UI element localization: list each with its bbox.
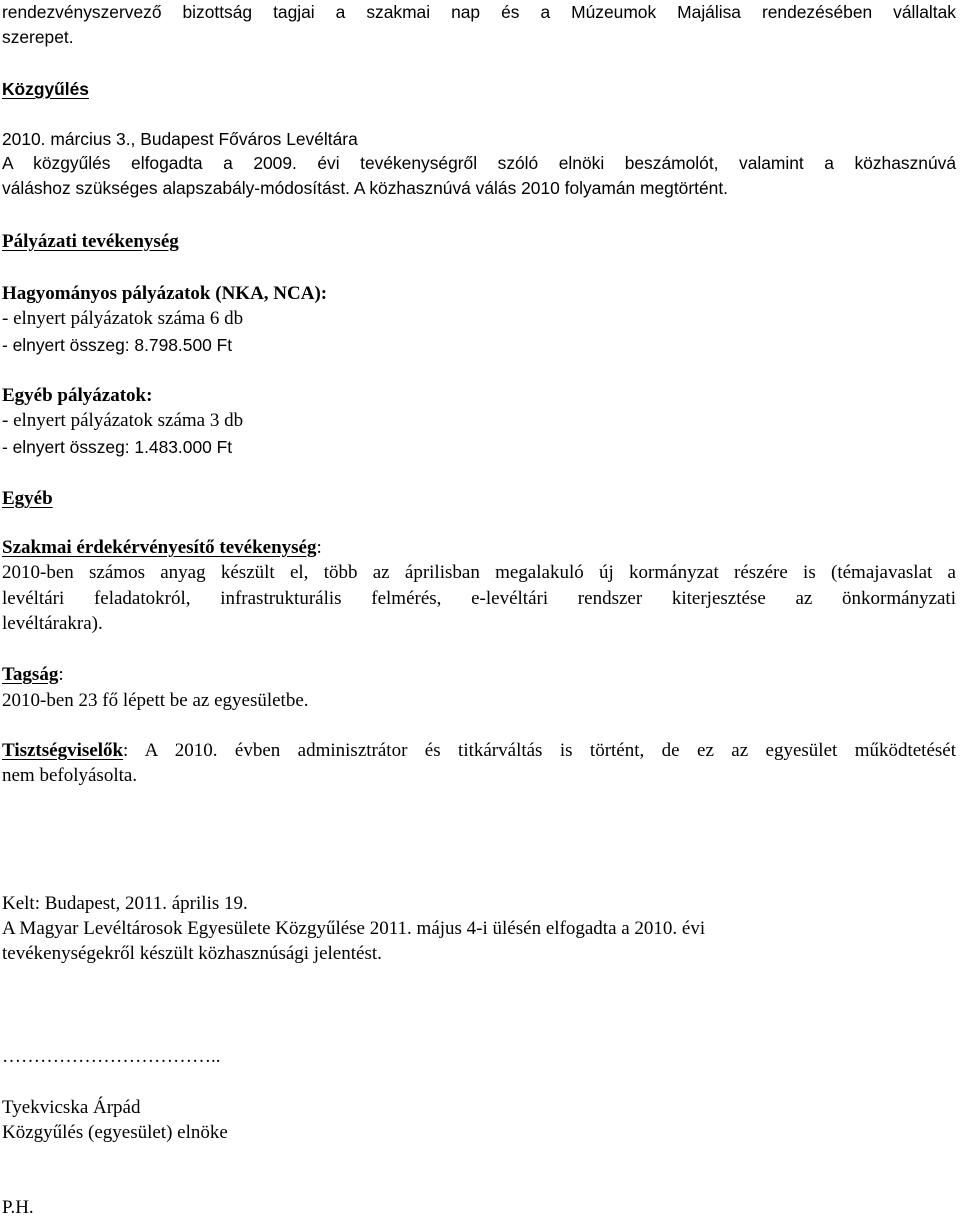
tisztsegviselok-title: Tisztségviselők bbox=[2, 740, 124, 761]
kozgyules-text-line-2: váláshoz szükséges alapszabály-módosítást. A közhasznúvá válás 2010 folyamán megtörtént. bbox=[2, 178, 728, 198]
szakmai-text-line-2: levéltári feladatokról, infrastrukturális felmérés, e-levéltári rendszer kiterjesztése az önkormányzati bbox=[2, 588, 956, 609]
kozgyules-heading: Közgyűlés bbox=[2, 79, 89, 99]
tagsag-title-line bbox=[2, 663, 64, 687]
hagyomanyos-title: Hagyományos pályázatok (NKA, NCA): bbox=[2, 283, 328, 304]
szakmai-title: Szakmai érdekérvényesítő tevékenység bbox=[2, 537, 317, 558]
egyeb-heading: Egyéb bbox=[2, 488, 53, 509]
approval-line-2: tevékenységekről készült közhasznúsági jelentést. bbox=[2, 943, 382, 964]
hagyomanyos-amount: - elnyert összeg: 8.798.500 Ft bbox=[2, 335, 233, 355]
ph-stamp-label: P.H. bbox=[2, 1197, 34, 1218]
egyeb-palyazatok-amount: - elnyert összeg: 1.483.000 Ft bbox=[2, 437, 233, 457]
tagsag-title: Tagság bbox=[2, 664, 59, 685]
kozgyules-date-line: 2010. március 3., Budapest Főváros Levéltára bbox=[2, 129, 358, 149]
szakmai-text-line-3: levéltárakra). bbox=[2, 613, 103, 634]
tisztsegviselok-line-2: nem befolyásolta. bbox=[2, 765, 138, 786]
signatory-role: Közgyűlés (egyesület) elnöke bbox=[2, 1122, 228, 1143]
tagsag-text: 2010-ben 23 fő lépett be az egyesületbe. bbox=[2, 690, 309, 711]
intro-line-1: rendezvényszervező bizottság tagjai a szakmai nap és a Múzeumok Majálisa rendezésében vállaltak bbox=[2, 2, 956, 22]
tisztsegviselok-text: : A 2010. évben adminisztrátor és titkárváltás is történt, de ez az egyesület működtetését bbox=[123, 740, 956, 761]
signatory-name: Tyekvicska Árpád bbox=[2, 1097, 141, 1118]
palyazati-heading: Pályázati tevékenység bbox=[2, 231, 179, 252]
intro-line-2: szerepet. bbox=[2, 27, 74, 47]
signature-dots: …………………………….. bbox=[2, 1046, 221, 1067]
approval-line-1: A Magyar Levéltárosok Egyesülete Közgyűlése 2011. május 4-i ülésén elfogadta a 2010. évi bbox=[2, 918, 706, 939]
hagyomanyos-count: - elnyert pályázatok száma 6 db bbox=[2, 308, 244, 329]
szakmai-colon: : bbox=[316, 537, 322, 558]
tisztsegviselok-line-1 bbox=[2, 739, 956, 763]
kelt-line: Kelt: Budapest, 2011. április 19. bbox=[2, 893, 248, 914]
egyeb-palyazatok-title: Egyéb pályázatok: bbox=[2, 385, 153, 406]
kozgyules-text-line-1: A közgyűlés elfogadta a 2009. évi tevékenységről szóló elnöki beszámolót, valamint a közhasznúvá bbox=[2, 153, 956, 173]
szakmai-title-line bbox=[2, 536, 322, 560]
egyeb-palyazatok-count: - elnyert pályázatok száma 3 db bbox=[2, 410, 244, 431]
tagsag-colon: : bbox=[58, 664, 64, 685]
szakmai-text-line-1: 2010-ben számos anyag készült el, több az áprilisban megalakuló új kormányzat részére is (témajavaslat a bbox=[2, 562, 956, 583]
